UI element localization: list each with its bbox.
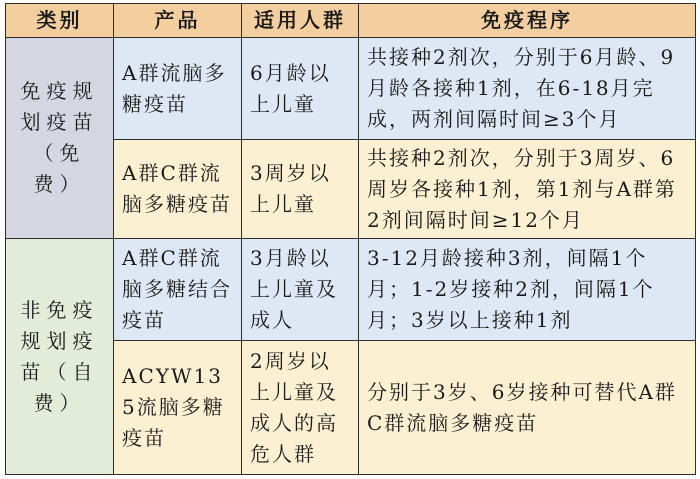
schedule-cell: 3-12月龄接种3剂，间隔1个月；1-2岁接种2剂，间隔1个月；3岁以上接种1剂 xyxy=(359,239,696,341)
product-cell: A群流脑多糖疫苗 xyxy=(114,38,242,140)
target-cell: 3周岁以上儿童 xyxy=(242,140,359,239)
header-schedule: 免疫程序 xyxy=(359,4,696,38)
product-cell: A群C群流脑多糖疫苗 xyxy=(114,140,242,239)
table-row xyxy=(6,239,696,341)
header-row xyxy=(6,4,696,38)
table-row xyxy=(6,38,696,140)
category-paid-cell: 非免疫规划疫苗（自费） xyxy=(6,239,114,475)
target-cell: 2周岁以上儿童及成人的高危人群 xyxy=(242,341,359,475)
vaccine-table-container xyxy=(5,3,695,475)
product-cell: ACYW135流脑多糖疫苗 xyxy=(114,341,242,475)
target-cell: 6月龄以上儿童 xyxy=(242,38,359,140)
header-target: 适用人群 xyxy=(242,4,359,38)
product-cell: A群C群流脑多糖结合疫苗 xyxy=(114,239,242,341)
vaccine-schedule-table xyxy=(5,3,696,475)
schedule-cell: 共接种2剂次，分别于6月龄、9月龄各接种1剂，在6-18月完成，两剂间隔时间≥3个月 xyxy=(359,38,696,140)
category-free-cell: 免疫规划疫苗（免费） xyxy=(6,38,114,239)
target-cell: 3月龄以上儿童及成人 xyxy=(242,239,359,341)
header-category: 类别 xyxy=(6,4,114,38)
schedule-cell: 共接种2剂次，分别于3周岁、6周岁各接种1剂，第1剂与A群第2剂间隔时间≥12个月 xyxy=(359,140,696,239)
header-product: 产品 xyxy=(114,4,242,38)
schedule-cell: 分别于3岁、6岁接种可替代A群C群流脑多糖疫苗 xyxy=(359,341,696,475)
